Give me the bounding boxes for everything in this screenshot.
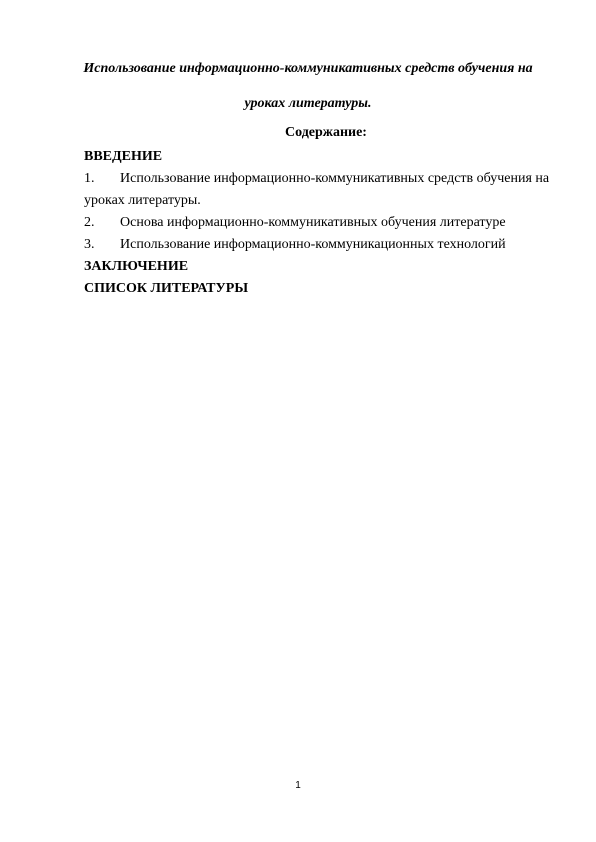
toc-item-text: Использование информационно-коммуникационных технологий	[120, 237, 506, 252]
toc-item-1	[84, 168, 564, 212]
toc-item-number: 1.	[84, 171, 95, 186]
contents-heading: Содержание:	[285, 125, 367, 140]
toc-item-text: Использование информационно-коммуникативных средств обучения на	[120, 171, 550, 186]
toc-conclusion: ЗАКЛЮЧЕНИЕ	[84, 259, 189, 274]
toc-item-3	[84, 234, 564, 256]
toc-item-text-continuation: уроках литературы.	[84, 193, 201, 208]
page-number: 1	[295, 780, 301, 791]
toc-references: СПИСОК ЛИТЕРАТУРЫ	[84, 281, 249, 296]
table-of-contents	[84, 146, 564, 300]
toc-item-number: 2.	[84, 215, 95, 230]
toc-item-2	[84, 212, 564, 234]
toc-item-number: 3.	[84, 237, 95, 252]
toc-intro: ВВЕДЕНИЕ	[84, 149, 163, 164]
toc-item-text: Основа информационно-коммуникативных обучения литературе	[120, 215, 506, 230]
document-title-line-2: уроках литературы.	[244, 96, 372, 111]
document-title-line-1: Использование информационно-коммуникативных средств обучения на	[83, 61, 533, 76]
